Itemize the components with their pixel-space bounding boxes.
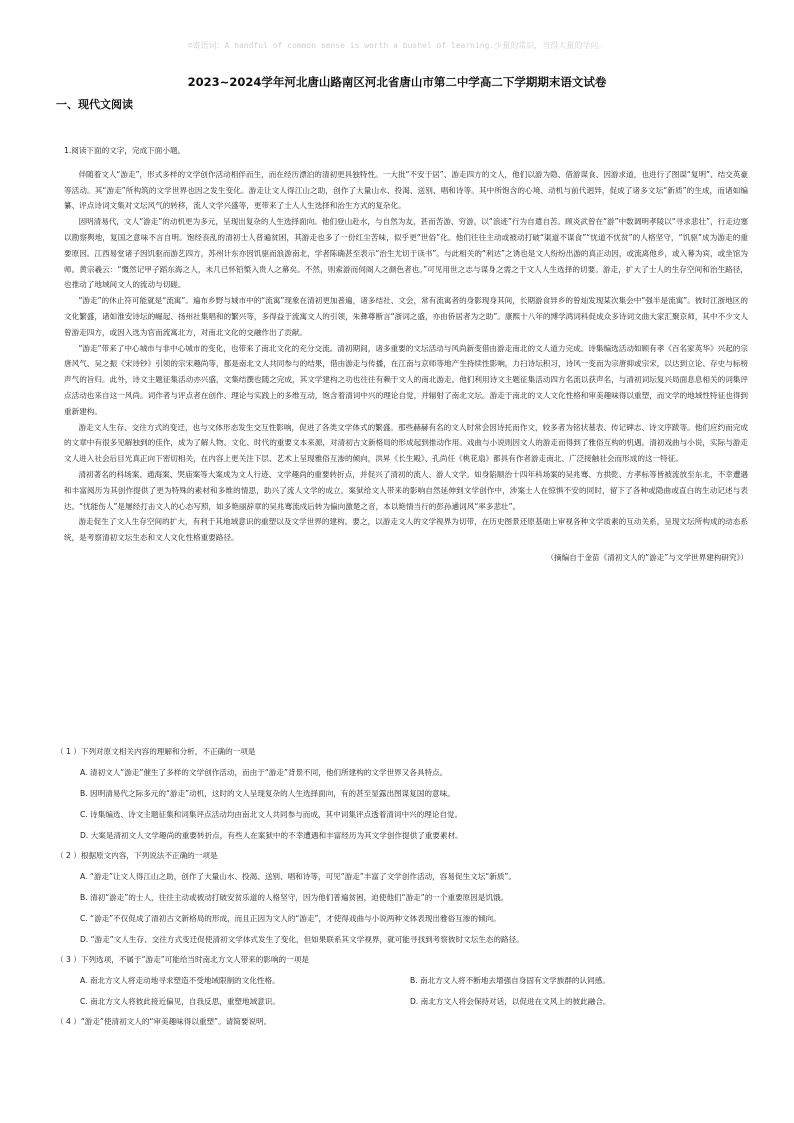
option-b: B. 因明清易代之际多元的“游走”动机，这时的文人呈现复杂的人生选择面向，有的甚至显露出图谋复国的意味。 [80,789,455,798]
paragraph: 游走促生了文人生存空间的扩大，有利于其地域意识的重塑以及文学世界的建构。要之，以游走文人的文学视界为切带，在历史图景还原基础上审视各种文学质素的互动关系，呈现文坛所构成的动态系统，是考察清初文坛生态和文人文化性格重要路径。 [64,517,748,543]
question-stem: （ 3 ）下列选项，不属于“游走”可能给当时南北方文人带来的影响的一项是 [56,955,309,964]
question [56,742,756,846]
option-c: C. 南北方文人将彼此接近偏见，自我反思，重塑地域意识。 [80,997,280,1006]
option-a: A. “游走”让文人得江山之助，创作了大量山水、投渴、送别、唱和诗等，可见“游走”丰富了文学创作活动，容易促生文坛“新质”。 [80,872,516,881]
exam-title: 2023~2024学年河北唐山路南区河北省唐山市第二中学高二下学期期末语文试卷 [187,75,607,89]
paragraph: “游走”带来了中心城市与非中心城市的变化，也带来了南北文化的充分交流。清初期间，诸多重要的文坛活动与风尚新变借由游走南北的文人道力完成。诗集编选活动如顾有孝《百名家英华》兴起的宗唐风气、吴之振《宋诗钞》引领的宗宋趣尚等，都是南北文人共同参与的结果，借由游走与传播，在江南与京师等地产生持续性影响，力扫诗坛积习，诗风一变而为宗唐抑或宗宋，以达到立论、存史与标榜声气的旨归。此外，诗文主题征集活动亦兴盛，文集结撰也随之完成，其文学建构之功也往往有赖于文人的南北游走。他们利用诗文主题征集活动四方名流以获声名，与清初词坛复兴局面息息相关的词集评点活动也来自这一风尚。词作者与评点者在创作、理论与实践上的多维互动，饱含着清词中兴的理论自觉，并辐射了南北文坛。游走于南北的文人文化性格和审美趣味得以重塑，而文学的地域性特征也得到重新建构。 [64,343,748,416]
section-heading: 一、现代文阅读 [56,98,133,111]
question-intro: 1.阅读下面的文字，完成下面小题。 [64,146,186,155]
paragraph: 游走文人生存、交往方式的变迁，也与文体形态发生交互性影响，促进了各类文学体式的繁盛。那些赫赫有名的文人时常会因诗托而作文，较多者为铭状墓表、传记碑志、诗文序跋等。他们应约而完成的文章中有很多见解独到的佳作，成为了解人物、文化、时代的重要文本来源，对清初古文新格局的形成起到推动作用。戏曲与小说则因文人的游走而得到了雅俗互构的机遇。清初戏曲与小说，实际与游走文人进入社会后目光真正向下密切相关，在内容上更关注下层、艺术上呈现雅俗互渗的倾向，洪昇《长生殿》、孔尚任《桃花扇》都具有作者游走南北、广泛接触社会而形成的这一特征。 [64,422,748,464]
option-row [56,991,756,1012]
paragraph: 清初著名的科场案、通海案、哭庙案等大案成为文人行迹、文学趣尚的重要转折点，并促兴了清初的流人、游人文学。如身陷顺治十四年科场案的吴兆骞、方拱乾、方孝标等皆被流放至东北，不幸遭遇和丰富阅历为其创作提供了更为特殊的素材和多维的情思，助兴了流人文学的成立。案狱给文人带来的影响自然延伸到文学创作中，涉案士人在惊惧不安的同时，留下了各种或隐曲或直白的生动记述与表达。“忧能伤人”是屡经打击文人的心态写照，如多艳丽辞章的吴兆骞流戍后转为偏向激楚之音，本以艳情当行的彭孙遹词风“率多悲壮”。 [64,469,748,511]
watermark-motto: ☺寄语词：A handful of common sense is worth a bushel of learning.少量的常识，当得大量的学问。 [187,41,607,50]
paragraph: 伴随着文人“游走”，形式多样的文学创作活动相伴而生，而在经历漂泊的清初更具独特性。一大批“不安于居”、游走四方的文人，他们以游为隐、借游谋食、因游求道，也进行了图谋“复明”、结交英豪等活动。其“游走”所构筑的文学世界也因之发生变化。游走让文人得江山之助，创作了大量山水、投渴、送别、唱和诗等。其中所饱含的心境、动机与前代迥异，促成了诸多文坛“新质”的生成，而诸如编纂、评点诗词文集对文坛风气的转移，流人文学兴盛等，更带来了士人人生选择和治生方式的复杂化。 [64,169,748,211]
option-d: D. “游走”文人生存、交往方式变迁促使清初文学体式发生了变化，但如果联系其文学视界，就可能寻找到考察彼时文坛生态的路径。 [80,935,524,944]
option-a: A. 南北方文人将走动地寻求塑造不受地域限制的文化性格。 [80,976,280,985]
questions-section [56,742,756,1032]
paragraph: “游走”的休止符可能就是“流寓”。遍布乡野与城市中的“流寓”现象在清初更加普遍，诸多结社、文会，常有流寓者的身影现身其间，长期游食异乡的曾灿发现某次集会中“强半是流寓”。彼时江浙地区的文化繁盛，诸如淮安诗坛的崛起、扬州社集唱和的繁兴等，多得益于流寓文人的引领，朱彝尊断言“浙词之盛，亦由侨居者为之助”。康熙十八年的博学鸿词科促成众多诗词文曲大家汇聚京师，其中不少文人曾游走四方，或因入选为官而流寓北方，对南北文化的交融作出了贡献。 [64,296,748,337]
question [56,950,756,1012]
question-stem: （ 2 ）根据原文内容，下列说法不正确的一项是 [56,851,218,860]
option-c: C. “游走”不仅促成了清初古文新格局的形成，而且正因为文人的“游走”，才使得戏曲与小说两种文体表现出雅俗互渗的倾向。 [80,914,501,923]
option-b: B. 南北方文人将不断地去增强自身固有文学族群的认同感。 [410,976,610,985]
question [56,1012,756,1032]
question-stem: （ 1 ）下列对原文相关内容的理解和分析，不正确的一项是 [56,747,256,756]
question-stem: （ 4 ）“游走”使清初文人的“审美趣味得以重塑”。请简要说明。 [56,1017,272,1026]
question [56,846,756,950]
option-b: B. 清初“游走”的士人，往往主动或被动打破安贫乐道的人格坚守，因为他们普遍贫困，迫使他们“游走”的一个重要原因是饥饿。 [80,893,509,902]
paragraph: 因明清易代，文人“游走”的动机更为多元，呈现出复杂的人生选择面向。他们登山赴水，与自然为友，甚而苦游、穷游，以“浪迹”行为自遣自苦。顾炎武曾在“游”中数调明孝陵以“寻求悲壮”，行走边塞以勘察舆地，复国之意味不言自明。饱经丧乱的清初士人普遍贫困，其游走也多了一份红尘苦味，似乎更“世俗”化。他们往往主动或被动打破“渠道不谋食”“忧道不忧贫”的人格坚守，“饥驱”成为游走的重要原因。江西易堂诸子因饥驱而游艺四方，苏州计东亦因饥驱而浪游南北，学者陈确甚至表示“治生尤切于读书”。与此相关的“利达”之诱也是文人纷纷出游的真正动因，或流离他乡，或入幕为宾，或坐馆为师。黄宗羲云：“慨然记甲子蹈东海之人，未几已怀铅椠入贵人之幕矣。不然，则索游而伺阁人之颜色者也。”可见用世之志与谋身之需之于文人人生选择的切要。游走，扩大了士人的生存空间和治生路径，也推动了地域间文人的流动与切磋。 [64,217,748,290]
option-a: A. 清初文人“游走”催生了多样的文学创作活动，而由于“游走”背景不同，他们所建构的文学世界又各具特点。 [80,768,448,777]
option-c: C. 诗集编选、诗文主题征集和词集评点活动均由南北文人共同参与而成，其中词集评点透着清词中兴的理论自觉。 [80,810,463,819]
option-d: D. 大案是清初文人文学趣尚的重要转折点，有些人在案狱中的不幸遭遇和丰富经历为其文学创作提供了重要素材。 [80,831,463,840]
option-row [56,970,756,991]
option-d: D. 南北方文人将会保持对话，以促进在文风上的彼此融合。 [410,997,611,1006]
reading-passage [64,143,748,566]
source-citation: （摘编自于金苗《清初文人的“游走”与文学世界建构研究》） [546,552,748,562]
